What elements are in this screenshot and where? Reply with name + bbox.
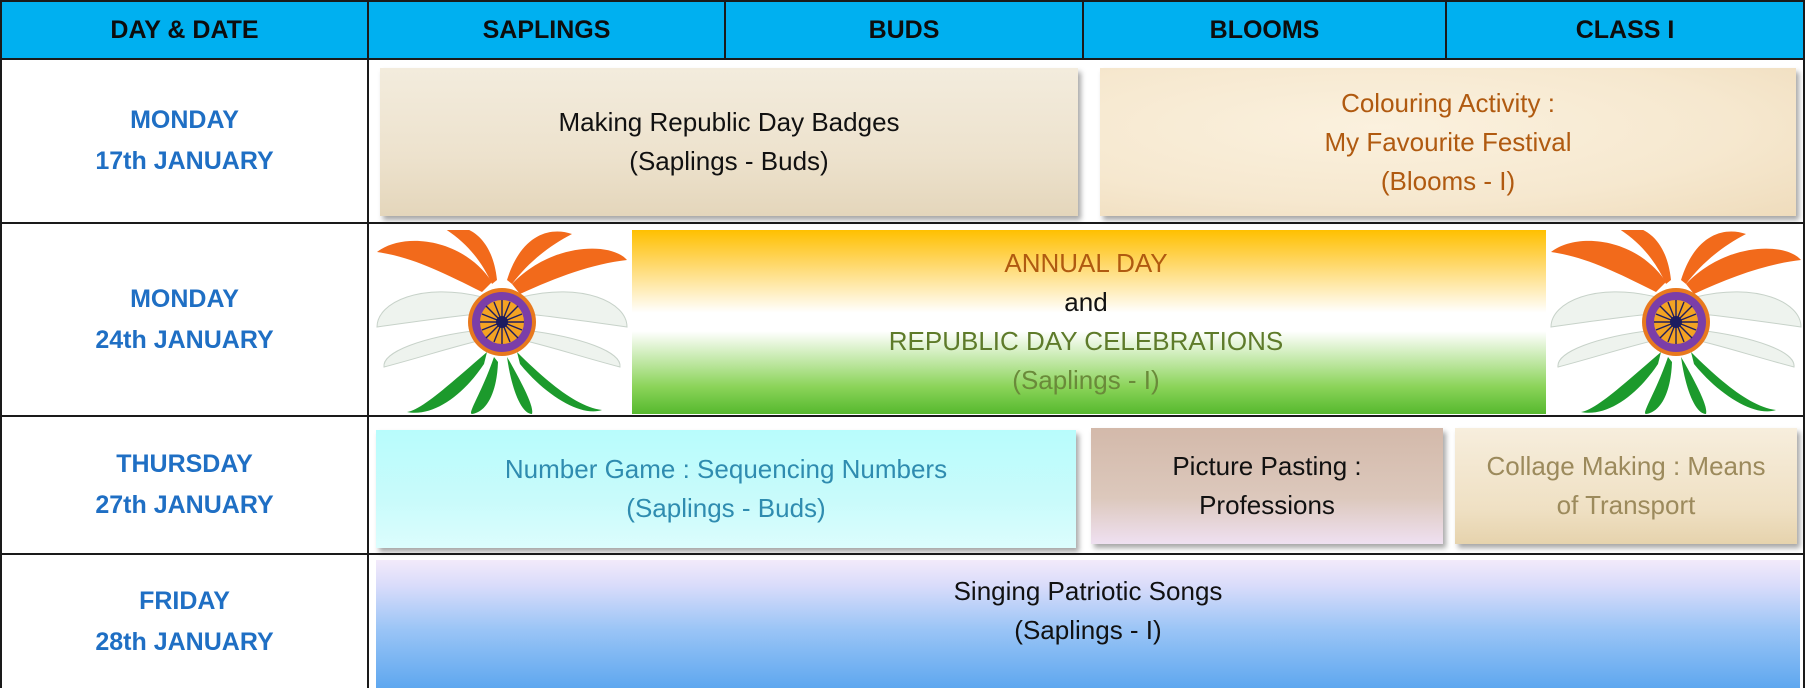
grid-line [1082, 0, 1084, 60]
grid-line [0, 415, 1805, 417]
row-2-day-date [2, 224, 367, 415]
grid-line [367, 0, 369, 688]
activity-title: ANNUAL DAY [1004, 248, 1168, 278]
activity-title: Making Republic Day Badges [558, 107, 900, 137]
row-3-day-date [2, 417, 367, 553]
tricolor-flower-icon [372, 230, 632, 414]
activity-title: Number Game : Sequencing Numbers [504, 454, 948, 484]
row-3-day: THURSDAY [116, 450, 253, 478]
header-saplings: SAPLINGS [369, 2, 724, 58]
grid-line [0, 0, 1805, 2]
row-4-date: 28th JANUARY [95, 627, 274, 656]
tricolor-flower-icon [1546, 230, 1805, 414]
activity-collage-making [1455, 428, 1797, 544]
row-2-day: MONDAY [130, 284, 239, 313]
activity-subtitle: REPUBLIC DAY CELEBRATIONS [888, 326, 1284, 356]
header-class-i: CLASS I [1447, 2, 1803, 58]
grid-line [1445, 0, 1447, 60]
activity-classes: (Saplings - I) [1014, 615, 1162, 645]
activity-subtitle: of Transport [1556, 490, 1696, 520]
tricolor-flower-icon [372, 230, 632, 414]
activity-classes: (Saplings - Buds) [629, 146, 829, 176]
activity-subtitle: My Favourite Festival [1324, 126, 1572, 157]
header-buds: BUDS [726, 2, 1082, 58]
row-4-day-date [2, 555, 367, 688]
grid-line [0, 0, 2, 688]
activity-title: Colouring Activity : [1341, 87, 1555, 118]
activity-title: Singing Patriotic Songs [953, 576, 1223, 606]
activity-colouring [1100, 68, 1796, 216]
row-1-date: 17th JANUARY [95, 147, 274, 175]
activity-classes: (Saplings - I) [1012, 365, 1160, 395]
activity-classes: (Blooms - I) [1380, 165, 1516, 196]
activity-connector: and [1064, 287, 1108, 317]
row-2-date: 24th JANUARY [95, 325, 274, 354]
grid-line [0, 222, 1805, 224]
tricolor-flower-icon [1546, 230, 1805, 414]
header-blooms: BLOOMS [1084, 2, 1445, 58]
grid-line [0, 553, 1805, 555]
activity-number-game [376, 430, 1076, 548]
activity-subtitle: Professions [1199, 490, 1335, 520]
grid-line [724, 0, 726, 60]
row-4-day: FRIDAY [139, 586, 230, 615]
activity-classes: (Saplings - Buds) [626, 493, 826, 523]
activity-patriotic-songs [376, 560, 1800, 688]
activity-republic-day-badges [380, 68, 1078, 216]
row-1-day-date [2, 60, 367, 222]
row-1-day: MONDAY [130, 106, 239, 134]
grid-line [0, 58, 1805, 60]
row-3-date: 27th JANUARY [95, 491, 274, 519]
activity-title: Picture Pasting : [1172, 451, 1362, 481]
activity-picture-pasting [1091, 428, 1443, 544]
header-day-date: DAY & DATE [2, 2, 367, 58]
activity-title: Collage Making : Means [1486, 451, 1766, 481]
